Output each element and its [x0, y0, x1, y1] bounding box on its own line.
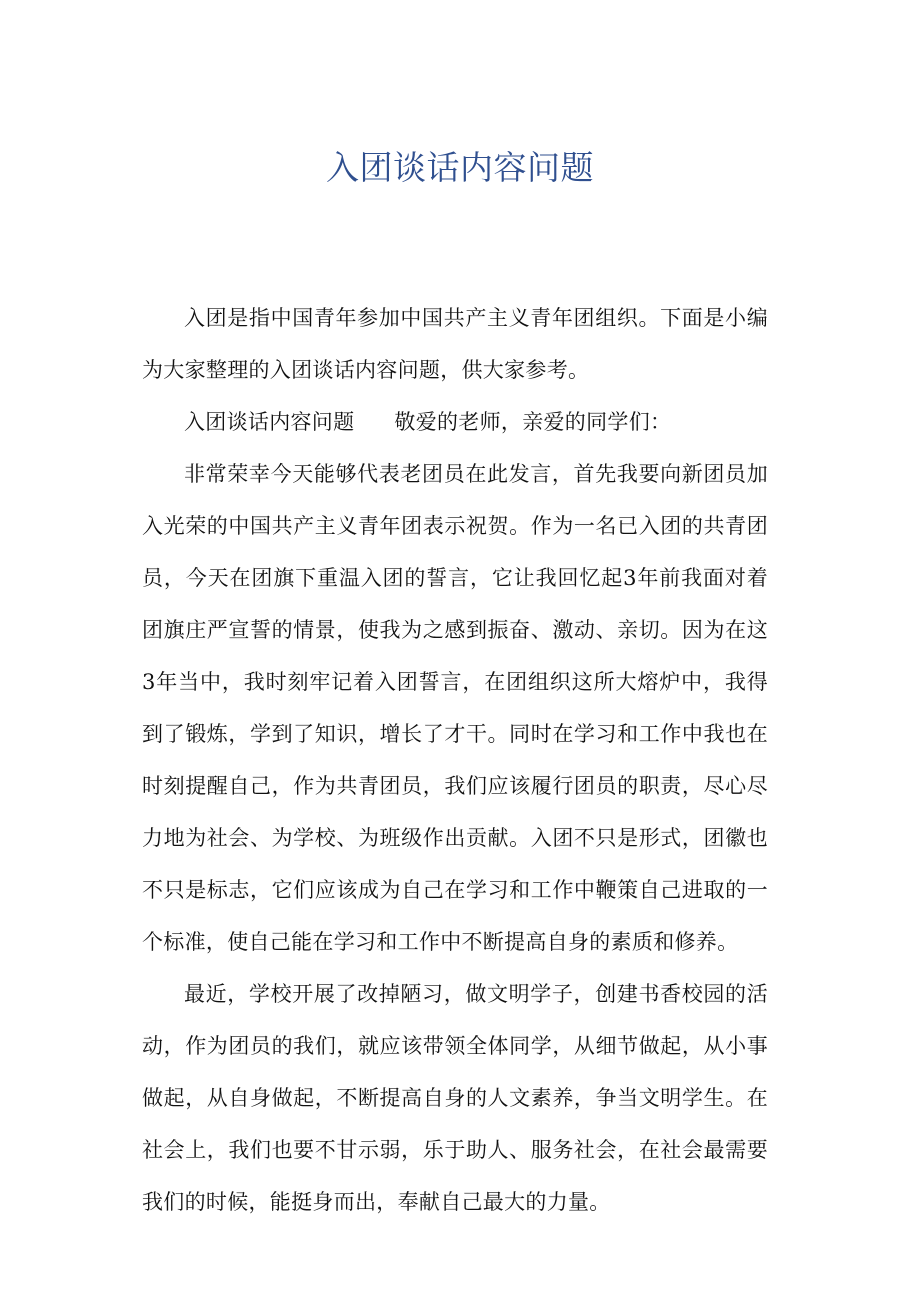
document-title: 入团谈话内容问题 [326, 148, 594, 187]
paragraph-campus: 最近，学校开展了改掉陋习，做文明学子，创建书香校园的活动，作为团员的我们，就应该带领全体同学，从细节做起，从小事做起，从自身做起，不断提高自身的人文素养，争当文明学生。在社会上，我们也要不甘示弱，乐于助人、服务社会，在社会最需要我们的时候，能挺身而出，奉献自己最大的力量。 [142, 982, 768, 1214]
paragraph-intro: 入团是指中国青年参加中国共产主义青年团组织。下面是小编为大家整理的入团谈话内容问题，供大家参考。 [142, 306, 768, 382]
paragraph-speech: 非常荣幸今天能够代表老团员在此发言，首先我要向新团员加入光荣的中国共产主义青年团表示祝贺。作为一名已入团的共青团员，今天在团旗下重温入团的誓言，它让我回忆起3年前我面对着团旗庄严宣誓的情景，使我为之感到振奋、激动、亲切。因为在这3年当中，我时刻牢记着入团誓言，在团组织这所大熔炉中，我得到了锻炼，学到了知识，增长了才干。同时在学习和工作中我也在时刻提醒自己，作为共青团员，我们应该履行团员的职责，尽心尽力地为社会、为学校、为班级作出贡献。入团不只是形式，团徽也不只是标志，它们应该成为自己在学习和工作中鞭策自己进取的一个标准，使自己能在学习和工作中不断提高自身的素质和修养。 [142, 462, 768, 954]
document-body [142, 292, 768, 1228]
paragraph-heading-line [142, 396, 768, 448]
greeting: 敬爱的老师，亲爱的同学们： [394, 410, 672, 434]
section-label: 入团谈话内容问题 [184, 410, 355, 434]
